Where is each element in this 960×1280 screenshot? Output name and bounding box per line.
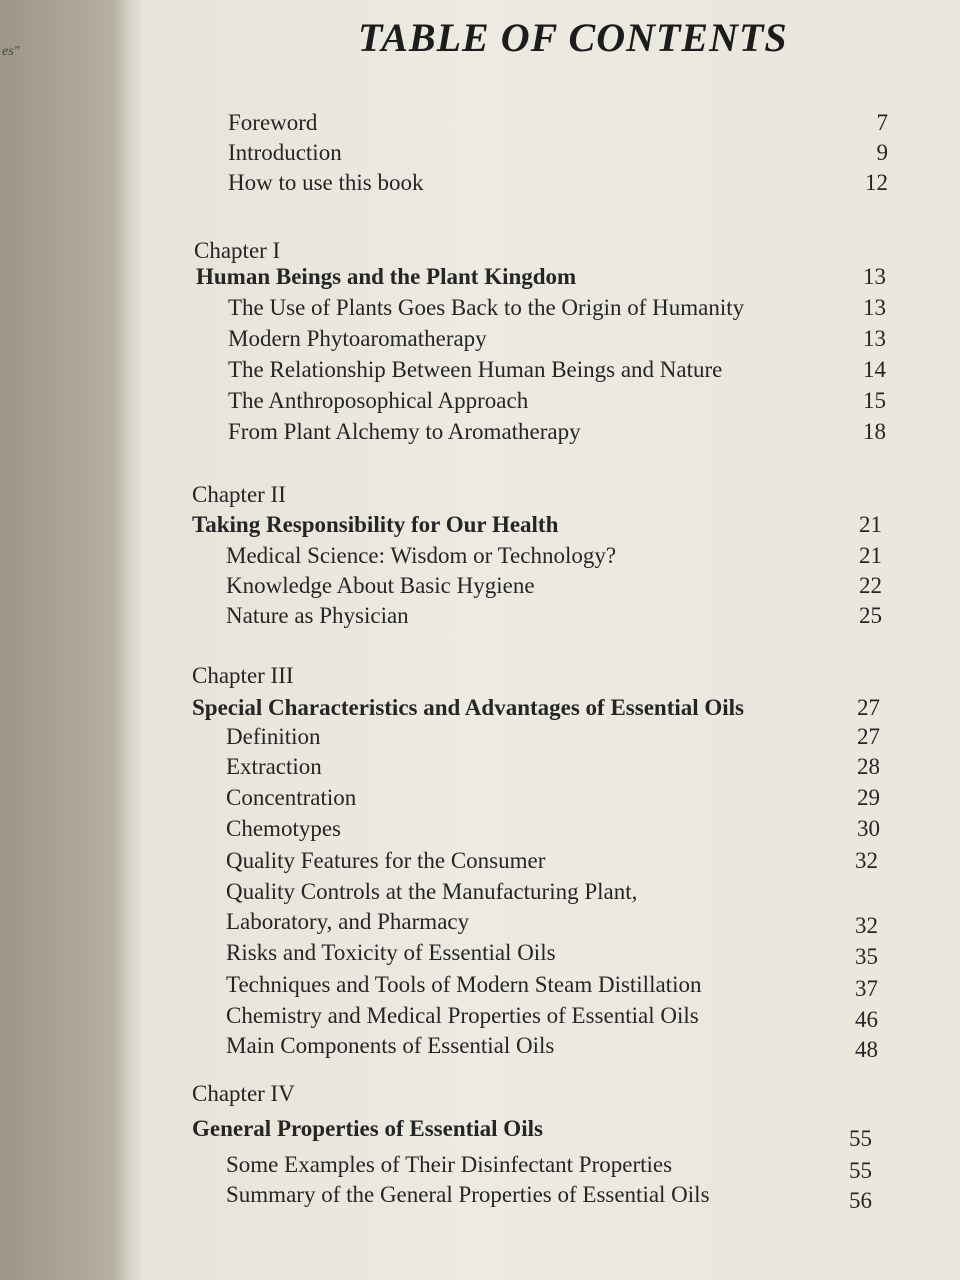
chapter-label: Chapter II	[192, 482, 286, 507]
toc-entry	[140, 295, 960, 325]
entry-title: The Relationship Between Human Beings and Nature	[228, 357, 723, 382]
entry-title: Foreword	[228, 110, 318, 135]
entry-title: Laboratory, and Pharmacy	[226, 909, 470, 934]
toc-entry	[140, 816, 960, 846]
chapter-title: Taking Responsibility for Our Health	[192, 512, 559, 537]
entry-title: Some Examples of Their Disinfectant Properties	[226, 1152, 673, 1177]
entry-page: 37	[855, 976, 878, 1001]
entry-title: Medical Science: Wisdom or Technology?	[226, 543, 617, 568]
entry-title: The Anthroposophical Approach	[228, 388, 529, 413]
toc-entry	[140, 754, 960, 784]
chapter-label: Chapter III	[192, 663, 294, 688]
chapter-page: 21	[859, 512, 882, 537]
entry-title: Knowledge About Basic Hygiene	[226, 573, 535, 598]
entry-page: 15	[863, 388, 886, 413]
chapter-heading	[140, 695, 960, 725]
toc-entry	[140, 1152, 960, 1182]
entry-page: 55	[849, 1158, 872, 1183]
entry-title: Quality Controls at the Manufacturing Plant,	[226, 879, 638, 904]
chapter-page: 55	[849, 1126, 872, 1151]
entry-title: Chemotypes	[226, 816, 341, 841]
entry-title: Extraction	[226, 754, 322, 779]
entry-page: 28	[857, 754, 880, 779]
entry-title: Quality Features for the Consumer	[226, 848, 546, 873]
entry-page: 27	[857, 724, 880, 749]
entry-page: 9	[876, 140, 888, 165]
toc-entry	[140, 848, 960, 878]
toc-entry	[140, 543, 960, 573]
entry-title: Nature as Physician	[226, 603, 409, 628]
toc-page	[140, 0, 960, 1280]
chapter-heading	[140, 512, 960, 542]
chapter-label: Chapter IV	[192, 1081, 295, 1106]
chapter-label: Chapter I	[194, 238, 281, 263]
chapter-title: General Properties of Essential Oils	[192, 1116, 543, 1141]
entry-page: 35	[855, 944, 878, 969]
toc-entry	[140, 419, 960, 449]
chapter-heading	[140, 264, 960, 294]
entry-title: Chemistry and Medical Properties of Essential Oils	[226, 1003, 699, 1028]
entry-page: 14	[863, 357, 886, 382]
entry-page: 25	[859, 603, 882, 628]
entry-page: 48	[855, 1037, 878, 1062]
entry-page: 22	[859, 573, 882, 598]
toc-entry	[140, 603, 960, 633]
toc-entry	[140, 357, 960, 387]
left-page-text: es"	[2, 44, 20, 59]
toc-entry	[140, 110, 960, 140]
entry-page: 21	[859, 543, 882, 568]
chapter-title: Special Characteristics and Advantages of Essential Oils	[192, 695, 745, 720]
page-title: TABLE OF CONTENTS	[358, 15, 788, 60]
chapter-title: Human Beings and the Plant Kingdom	[196, 264, 577, 289]
toc-entry	[140, 724, 960, 754]
entry-title: Main Components of Essential Oils	[226, 1033, 555, 1058]
entry-page: 56	[849, 1188, 872, 1213]
entry-page: 13	[863, 326, 886, 351]
entry-page: 13	[863, 295, 886, 320]
chapter-heading	[140, 1116, 960, 1151]
toc-entry	[140, 1033, 960, 1063]
entry-title: Concentration	[226, 785, 357, 810]
toc-entry	[140, 909, 960, 939]
entry-title: Modern Phytoaromatherapy	[228, 326, 487, 351]
entry-title: Definition	[226, 724, 321, 749]
entry-page: 30	[857, 816, 880, 841]
entry-page: 7	[876, 110, 888, 135]
toc-entry	[140, 388, 960, 418]
entry-page: 32	[855, 913, 878, 938]
entry-title: Introduction	[228, 140, 342, 165]
toc-entry	[140, 170, 960, 200]
toc-entry	[140, 1003, 960, 1033]
entry-title: The Use of Plants Goes Back to the Origin of Humanity	[228, 295, 745, 320]
entry-title: Summary of the General Properties of Essential Oils	[226, 1182, 710, 1207]
book-gutter	[112, 0, 142, 1280]
toc-entry	[140, 940, 960, 970]
entry-page: 12	[865, 170, 888, 195]
toc-entry	[140, 326, 960, 356]
toc-entry	[140, 1182, 960, 1212]
entry-title: Techniques and Tools of Modern Steam Distillation	[226, 972, 702, 997]
chapter-page: 13	[863, 264, 886, 289]
entry-page: 46	[855, 1007, 878, 1032]
toc-entry	[140, 972, 960, 1002]
toc-entry	[140, 573, 960, 603]
entry-page: 29	[857, 785, 880, 810]
toc-entry	[140, 879, 960, 909]
toc-entry	[140, 140, 960, 170]
chapter-page: 27	[857, 695, 880, 720]
left-page	[0, 0, 120, 1280]
entry-page: 18	[863, 419, 886, 444]
toc-entry	[140, 785, 960, 815]
entry-title: From Plant Alchemy to Aromatherapy	[228, 419, 581, 444]
entry-title: Risks and Toxicity of Essential Oils	[226, 940, 556, 965]
entry-page: 32	[855, 848, 878, 873]
entry-title: How to use this book	[228, 170, 424, 195]
